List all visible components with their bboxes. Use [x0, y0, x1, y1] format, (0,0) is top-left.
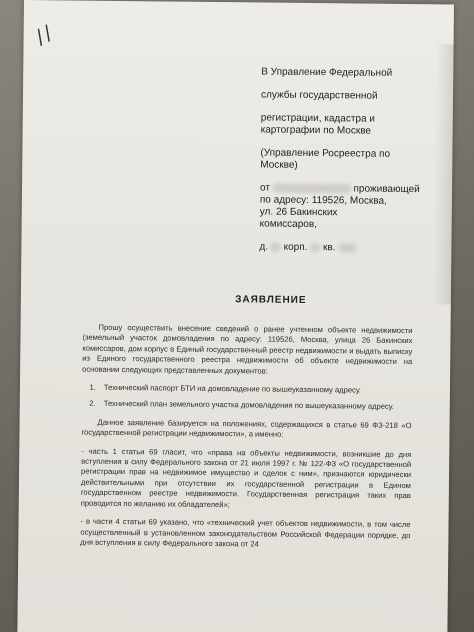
apartment-label: кв.	[322, 242, 336, 254]
document-sheet	[17, 0, 454, 632]
from-suffix: проживающей	[353, 183, 420, 196]
document-list	[98, 383, 412, 413]
address-line-1: по адресу: 119526, Москва,	[259, 194, 387, 207]
from-label: от	[259, 182, 271, 194]
building-label: корп.	[283, 241, 308, 253]
document-title: ЗАЯВЛЕНИЕ	[235, 294, 307, 306]
addressee-line-5: (Управление Росреестра по	[260, 147, 391, 160]
handwritten-margin-note: //	[31, 19, 58, 49]
document-body	[80, 323, 412, 560]
addressee-line-1: В Управление Федеральной	[261, 66, 393, 79]
body-paragraph-4: - в части 4 статьи 69 указано, что «технический учет объектов недвижимости, в том числе осуществленный в установленном законодательством Российской Федерации порядке, до дня вступления в силу Федерального закона от 24	[80, 516, 411, 549]
redacted-apartment	[338, 243, 356, 252]
redacted-building	[310, 243, 320, 252]
addressee-line-2: службы государственной	[260, 89, 378, 102]
addressee-block	[259, 66, 421, 255]
body-paragraph-2: Данное заявление базируется на положениях, содержащихся в статье 69 ФЗ-218 «О государственной регистрации недвижимости», а именно:	[81, 417, 412, 439]
house-label: д.	[259, 241, 269, 253]
address-line-4	[259, 241, 419, 255]
body-paragraph-3: - часть 1 статьи 69 гласит, что «права на объекты недвижимости, возникшие до дня вступления в силу Федерального закона от 21 июля 1997 г. № 122-ФЗ «О государственной регистрации прав на недвижимое имущество и сделок с ним», признаются юридически действительными при отсутствии их государственной регистрации в Едином государственном реестре недвижимости. Государственная регистрация таких прав проводится по желанию их обладателей»;	[80, 446, 412, 509]
body-paragraph-1: Прошу осуществить внесение сведений о ранее учтенном объекте недвижимости (земельный участок домовладения по адресу: 119526, Москва, улица 26 Бакинских комиссаров, дом корпус в Единый государственный реестр недвижимости и выдать выписку из Единого государственного реестра недвижимости об объекте недвижимости на основании следующих представленных документов:	[82, 322, 413, 376]
addressee-line-4: картографии по Москве	[260, 124, 372, 137]
paper-fold-shadow	[433, 44, 454, 304]
list-item: 2. Технический план земельного участка домовладения по вышеуказанному адресу.	[98, 399, 412, 413]
addressee-line-3: регистрации, кадастра и	[260, 112, 375, 125]
addressee-line-6: Москве)	[260, 159, 298, 171]
address-line-3: комиссаров,	[259, 218, 318, 231]
redacted-name	[273, 183, 351, 193]
address-line-2: ул. 26 Бакинских	[259, 206, 338, 219]
redacted-house	[271, 242, 281, 251]
list-item: 1. Технический паспорт БТИ на домовладение по вышеуказанному адресу.	[98, 383, 412, 397]
